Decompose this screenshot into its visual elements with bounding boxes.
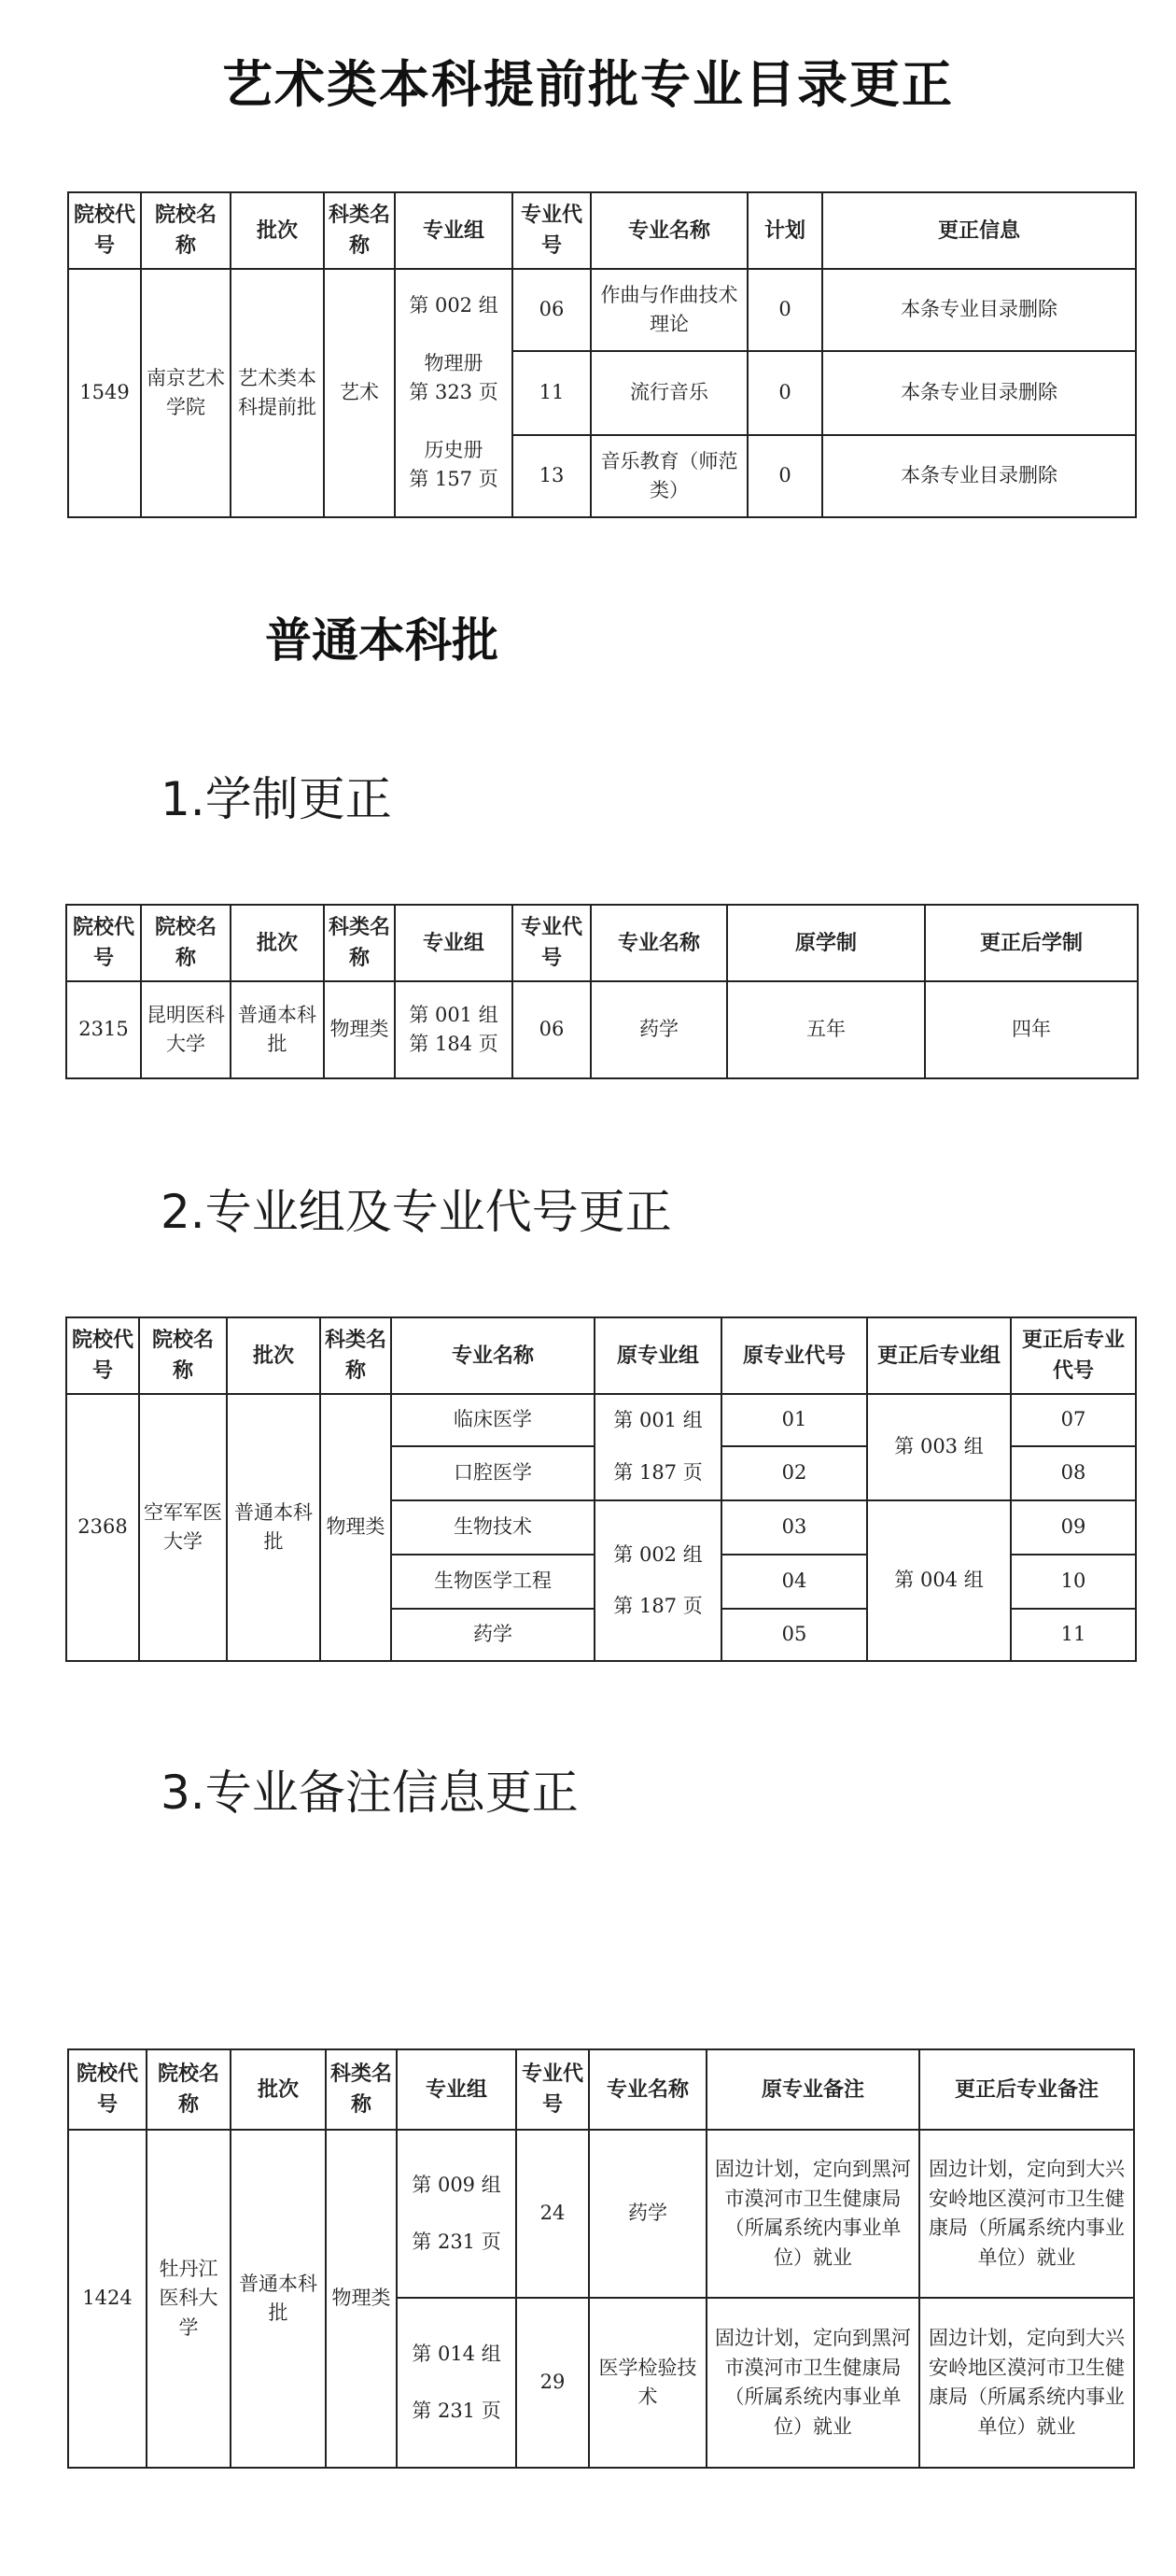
header-group: 专业组: [395, 192, 512, 269]
major-code: 06: [512, 269, 591, 351]
old-major-code: 01: [721, 1394, 867, 1446]
table-header-row: [66, 905, 1138, 981]
old-duration: 五年: [727, 981, 925, 1078]
header-batch: 批次: [227, 1317, 320, 1394]
header-old-group: 原专业组: [595, 1317, 721, 1394]
header-new-duration: 更正后学制: [925, 905, 1138, 981]
header-major-name: 专业名称: [591, 192, 748, 269]
category: 物理类: [326, 2130, 397, 2468]
old-major-code: 02: [721, 1446, 867, 1500]
header-school-name: 院校名称: [139, 1317, 227, 1394]
plan: 0: [748, 269, 822, 351]
old-note: 固边计划，定向到黑河市漠河市卫生健康局（所属系统内事业单位）就业: [707, 2298, 919, 2468]
major-name: 药学: [391, 1609, 595, 1661]
old-major-code: 05: [721, 1609, 867, 1661]
header-major-code: 专业代号: [512, 905, 591, 981]
subheading-notes: 3.专业备注信息更正: [161, 1766, 579, 1820]
major-name: 药学: [591, 981, 727, 1078]
correction-info: 本条专业目录删除: [822, 351, 1136, 435]
header-school-name: 院校名称: [147, 2049, 231, 2130]
school-code: 1424: [68, 2130, 147, 2468]
subheading-duration: 1.学制更正: [161, 772, 392, 826]
page-title: 艺术类本科提前批专业目录更正: [222, 55, 954, 114]
header-category: 科类名称: [326, 2049, 397, 2130]
old-group-page: 第 187 页: [613, 1595, 703, 1617]
art-batch-table: [67, 191, 1137, 518]
major-name: 生物技术: [391, 1500, 595, 1555]
group-number: 第 014 组: [412, 2342, 501, 2365]
header-new-note: 更正后专业备注: [919, 2049, 1134, 2130]
header-group: 专业组: [397, 2049, 516, 2130]
major-group: [397, 2298, 516, 2468]
school-code: 2368: [66, 1394, 139, 1661]
major-name: 作曲与作曲技术理论: [591, 269, 748, 351]
header-correction-info: 更正信息: [822, 192, 1136, 269]
major-code: 11: [512, 351, 591, 435]
header-batch: 批次: [231, 2049, 326, 2130]
correction-info: 本条专业目录删除: [822, 435, 1136, 517]
correction-info: 本条专业目录删除: [822, 269, 1136, 351]
new-group: 第 003 组: [867, 1394, 1011, 1500]
header-batch: 批次: [231, 905, 324, 981]
header-category: 科类名称: [324, 192, 395, 269]
old-major-code: 04: [721, 1555, 867, 1609]
plan: 0: [748, 435, 822, 517]
batch: 普通本科批: [231, 981, 324, 1078]
header-new-code: 更正后专业代号: [1011, 1317, 1136, 1394]
group-volume-history: 历史册: [424, 438, 483, 461]
major-code: 06: [512, 981, 591, 1078]
new-major-code: 11: [1011, 1609, 1136, 1661]
school-name: 昆明医科大学: [141, 981, 231, 1078]
header-school-name: 院校名称: [141, 905, 231, 981]
table-row: [68, 269, 1136, 351]
new-group: 第 004 组: [867, 1500, 1011, 1661]
notes-table: [67, 2048, 1135, 2469]
batch: 普通本科批: [227, 1394, 320, 1661]
new-note: 固边计划，定向到大兴安岭地区漠河市卫生健康局（所属系统内事业单位）就业: [919, 2130, 1134, 2298]
old-group-page: 第 187 页: [595, 1446, 721, 1500]
table-row: [66, 1394, 1136, 1446]
old-major-code: 03: [721, 1500, 867, 1555]
group-page-physics: 第 323 页: [409, 381, 498, 404]
school-code: 2315: [66, 981, 141, 1078]
section-heading-regular: 普通本科批: [265, 613, 498, 668]
major-code: 13: [512, 435, 591, 517]
header-new-group: 更正后专业组: [867, 1317, 1011, 1394]
subheading-group-code: 2.专业组及专业代号更正: [161, 1185, 672, 1239]
header-major-name: 专业名称: [589, 2049, 707, 2130]
header-old-duration: 原学制: [727, 905, 925, 981]
header-plan: 计划: [748, 192, 822, 269]
header-category: 科类名称: [320, 1317, 391, 1394]
new-major-code: 08: [1011, 1446, 1136, 1500]
header-major-name: 专业名称: [391, 1317, 595, 1394]
school-name: 南京艺术学院: [141, 269, 231, 517]
group-number: 第 009 组: [412, 2173, 501, 2196]
new-major-code: 10: [1011, 1555, 1136, 1609]
new-major-code: 09: [1011, 1500, 1136, 1555]
major-name: 临床医学: [391, 1394, 595, 1446]
new-major-code: 07: [1011, 1394, 1136, 1446]
school-name: 空军军医大学: [139, 1394, 227, 1661]
major-code: 24: [516, 2130, 589, 2298]
header-school-code: 院校代号: [66, 905, 141, 981]
header-category: 科类名称: [324, 905, 395, 981]
category: 艺术: [324, 269, 395, 517]
header-old-code: 原专业代号: [721, 1317, 867, 1394]
major-name: 药学: [589, 2130, 707, 2298]
major-name: 口腔医学: [391, 1446, 595, 1500]
school-code: 1549: [68, 269, 141, 517]
header-major-name: 专业名称: [591, 905, 727, 981]
header-major-code: 专业代号: [512, 192, 591, 269]
old-group-number: 第 001 组: [595, 1394, 721, 1446]
new-duration: 四年: [925, 981, 1138, 1078]
table-row: [66, 981, 1138, 1078]
group-volume-physics: 物理册: [424, 351, 483, 374]
header-group: 专业组: [395, 905, 512, 981]
batch: 普通本科批: [231, 2130, 326, 2468]
header-old-note: 原专业备注: [707, 2049, 919, 2130]
table-header-row: [68, 192, 1136, 269]
group-page: 第 231 页: [412, 2231, 501, 2253]
major-name: 流行音乐: [591, 351, 748, 435]
header-school-code: 院校代号: [68, 192, 141, 269]
major-name: 音乐教育（师范类）: [591, 435, 748, 517]
group-page: 第 231 页: [412, 2400, 501, 2422]
major-group: 第 001 组第 184 页: [395, 981, 512, 1078]
table-row: [68, 2130, 1134, 2298]
school-name: 牡丹江医科大学: [147, 2130, 231, 2468]
plan: 0: [748, 351, 822, 435]
header-school-code: 院校代号: [66, 1317, 139, 1394]
header-major-code: 专业代号: [516, 2049, 589, 2130]
table-header-row: [68, 2049, 1134, 2130]
major-name: 生物医学工程: [391, 1555, 595, 1609]
header-batch: 批次: [231, 192, 324, 269]
category: 物理类: [324, 981, 395, 1078]
new-note: 固边计划，定向到大兴安岭地区漠河市卫生健康局（所属系统内事业单位）就业: [919, 2298, 1134, 2468]
duration-table: [65, 904, 1139, 1079]
group-code-table: [65, 1316, 1137, 1662]
major-group: [395, 269, 512, 517]
major-group: [397, 2130, 516, 2298]
group-page-history: 第 157 页: [409, 468, 498, 491]
major-name: 医学检验技术: [589, 2298, 707, 2468]
batch: 艺术类本科提前批: [231, 269, 324, 517]
category: 物理类: [320, 1394, 391, 1661]
major-code: 29: [516, 2298, 589, 2468]
table-header-row: [66, 1317, 1136, 1394]
group-number: 第 002 组: [409, 294, 498, 317]
header-school-code: 院校代号: [68, 2049, 147, 2130]
old-group-2: [595, 1500, 721, 1661]
old-note: 固边计划，定向到黑河市漠河市卫生健康局（所属系统内事业单位）就业: [707, 2130, 919, 2298]
old-group-number: 第 002 组: [613, 1542, 703, 1566]
header-school-name: 院校名称: [141, 192, 231, 269]
